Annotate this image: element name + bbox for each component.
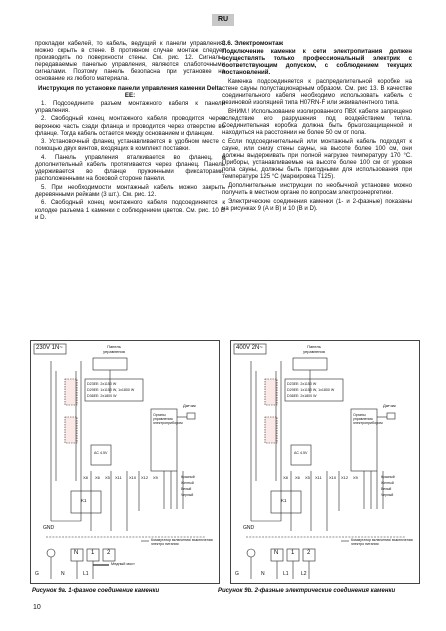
paragraph: Если подсоединительный или монтажный кабель подходят к сауне, или снизу стены сауны, на высоте более 100 см, они должны выдерживать при полной нагрузке температуру 170 °C. Приборы, устанавливаемые на высоте более 100 см от уровня пола сауны, должны быть пригодными для использования при температуре 125 °C (маркировка T125).	[222, 137, 412, 181]
wiring-diagram-2-phase	[230, 340, 420, 584]
wire-color: Желтый	[381, 481, 394, 485]
feed-label: N	[61, 571, 65, 577]
terminal-label: X9	[153, 475, 158, 480]
paragraph: ВНИМ.! Использование изолированного ПВХ кабеля запрещено вследствие его разрушения под воздействием тепла. Соединительная коробка должна быть брызгозащищенной и находиться на расстоянии не более 50 см от пола.	[222, 107, 412, 137]
feed-label: G	[235, 571, 239, 577]
feed-label: L2	[301, 571, 307, 577]
sensor-label: Датчик	[183, 403, 196, 408]
terminal-label: X11	[115, 475, 122, 480]
terminal-label: X9	[353, 475, 358, 480]
figure-caption: Рисунок 9b. 2-фазные электрические соединения каменки	[218, 588, 396, 594]
model-line: D29EE: 1x1150 W, 1x1800 W	[287, 388, 335, 392]
terminal-label: X12	[141, 475, 149, 480]
block-label: 1	[91, 550, 95, 556]
step-1: 1. Подсоедините разъем монтажного кабеля к панели управления.	[35, 99, 225, 114]
bridge-label: Медный мост	[111, 562, 135, 566]
panel-label: Панель управления	[303, 344, 325, 354]
model-line: D29EE: 1x1150 W, 1x1800 W	[87, 388, 135, 392]
block-label: 2	[307, 550, 311, 556]
paragraph: Каменка подсоединяется к распределительной коробке на стене сауны полустационарным образом. См. рис 13. В качестве соединительного кабеля необходимо использовать кабель с резиновой изоляцией типа H07RN-F или эквивалентного типа.	[222, 78, 412, 107]
wiring-diagram-svg	[31, 341, 219, 583]
voltage-label: 230V 1N~	[36, 345, 63, 351]
gnd-label: GND	[43, 525, 55, 531]
gnd-label: GND	[243, 525, 255, 531]
section-heading: 3.6. Электромонтаж	[222, 40, 284, 47]
wire-color: Белый	[181, 487, 192, 491]
terminal-label: X5	[105, 475, 110, 480]
control-unit-label: Органы управления электроприбором	[353, 413, 383, 425]
terminal-label: X8	[83, 475, 88, 480]
terminal-label: X10	[129, 475, 137, 480]
switch-note: Коммутатор включения/ выключения электро питания	[351, 538, 413, 546]
wire-color: Желтый	[181, 481, 194, 485]
wire-color: Черный	[181, 493, 194, 497]
ac-label: AC 4.5V	[294, 451, 308, 455]
block-label: 1	[291, 550, 295, 556]
feed-label: L1	[83, 571, 89, 577]
feed-label: N	[261, 571, 265, 577]
wire-color: Белый	[381, 487, 392, 491]
control-unit-label: Органы управления электроприбором	[153, 413, 183, 425]
model-line: D36EE: 2x1800 W	[287, 394, 317, 398]
block-label: N	[74, 550, 79, 556]
ac-label: AC 4.5V	[94, 451, 108, 455]
relay-label: K1	[281, 498, 287, 503]
terminal-label: X11	[315, 475, 322, 480]
switch-note: Коммутатор включения/ выключения электро питания	[151, 538, 213, 546]
terminal-label: X12	[341, 475, 349, 480]
model-line: D23EE: 2x1150 W	[87, 382, 117, 386]
step-2: 2. Свободный конец монтажного кабеля проводится через верхнюю часть сзади фланца и проводится через отверстие во фланце. Тогда кабель остается между основанием и фланцем.	[35, 115, 225, 137]
terminal-label: X6	[95, 475, 100, 480]
sensor-label: Датчик	[383, 403, 396, 408]
terminal-label: X6	[295, 475, 300, 480]
figure-caption: Рисунок 9a. 1-фазное соединение каменки	[32, 588, 160, 594]
block-label: N	[274, 550, 279, 556]
terminal-label: X5	[305, 475, 310, 480]
wire-color: Красный	[381, 475, 395, 479]
model-line: D36EE: 2x1800 W	[87, 394, 117, 398]
feed-label: L1	[283, 571, 289, 577]
section-heading: Инструкция по установке панели управления каменки Delta EE:	[38, 84, 222, 99]
wire-color: Красный	[181, 475, 195, 479]
panel-label: Панель управления	[103, 344, 125, 354]
terminal-label: X8	[283, 475, 288, 480]
voltage-label: 400V 2N~	[236, 345, 263, 351]
page-number: 10	[33, 604, 41, 611]
left-text-column	[35, 40, 225, 222]
paragraph: прокладки кабелей, то кабель, ведущий к панели управления, можно скрыть в стене. В противном случае монтаж следует производить по поверхности стены. См. рис. 12. Сигналы, передаваемые панелью управления, являются слаботочными сигналами. Поэтому панель безопасна при установке на основание из любого материала.	[35, 40, 225, 83]
right-text-column	[222, 40, 412, 213]
step-4: 4. Панель управления вталкивается во фланец, а дополнительный кабель протягивается через фланец. Панель удерживается во фланце пружинными фиксаторами, расположенными на боковой стороне панели.	[35, 153, 225, 183]
step-6: 6. Свободный конец монтажного кабеля подсоединяется к колодке разъема 1 каменки с соблюдением цветов. См. рис. 10 В и D.	[35, 199, 225, 221]
step-5: 5. При необходимости монтажный кабель можно закрыть деревянными рейками (3 шт.). См. рис. 12.	[35, 183, 225, 198]
step-3: 3. Установочный фланец устанавливается в удобном месте с помощью двух винтов, входящих в комплект поставки.	[35, 138, 225, 153]
model-line: D23EE: 2x1150 W	[287, 382, 317, 386]
paragraph: Дополнительные инструкции по необычной установке можно получить в местном органе по вопросам электроэнергетики.	[222, 181, 412, 196]
terminal-label: X10	[329, 475, 337, 480]
feed-label: G	[35, 571, 39, 577]
warning-paragraph: Подключение каменки к сети электропитания должен осуществлять только профессиональный электрик с соответствующим допуском, с соблюдением текущих постановлений.	[222, 48, 412, 77]
wire-color: Черный	[381, 493, 394, 497]
wiring-diagram-svg	[231, 341, 419, 583]
paragraph: Электрические соединения каменки (1- и 2-фазные) показаны на рисунках 9 (A и B) и 10 (B и D).	[222, 197, 412, 212]
relay-label: K1	[81, 498, 87, 503]
block-label: 2	[107, 550, 111, 556]
language-badge: RU	[212, 14, 234, 26]
wiring-diagram-1-phase	[30, 340, 220, 584]
